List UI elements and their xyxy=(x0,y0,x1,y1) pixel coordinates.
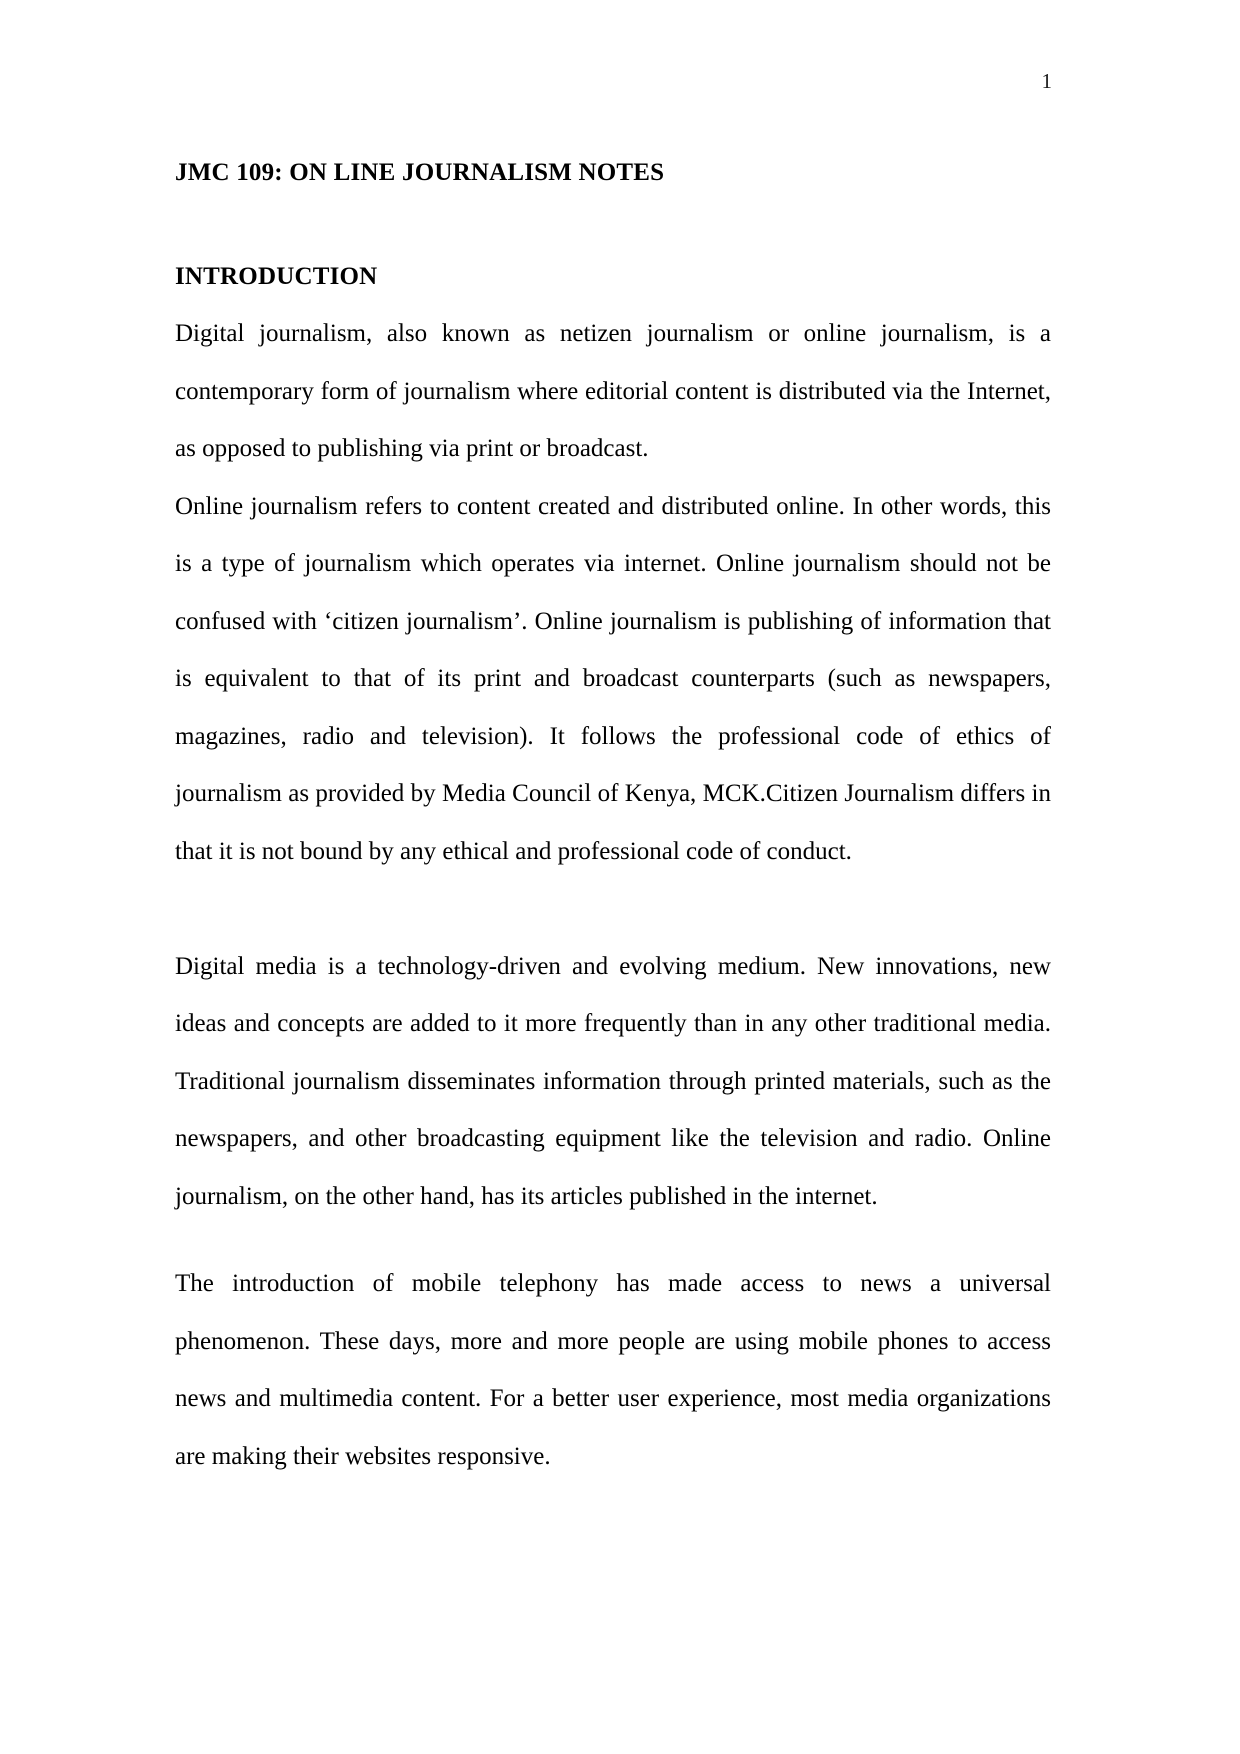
page-number: 1 xyxy=(1041,69,1052,93)
document-title: JMC 109: ON LINE JOURNALISM NOTES xyxy=(175,159,665,186)
paragraph-digital-journalism-definition: Digital journalism, also known as netizen journalism or online journalism, is a contemporary form of journalism where editorial content is distributed via the Internet, as opposed to publishing via print or broadcast. xyxy=(175,320,1051,462)
document-content xyxy=(175,144,1051,1485)
paragraph-online-journalism-vs-citizen: Online journalism refers to content created and distributed online. In other words, this is a type of journalism which operates via internet. Online journalism should not be confused with ‘citizen journalism’. Online journalism is publishing of information that is equivalent to that of its print and broadcast counterparts (such as newspapers, magazines, radio and television). It follows the professional code of ethics of journalism as provided by Media Council of Kenya, MCK.Citizen Journalism differs in that it is not bound by any ethical and professional code of conduct. xyxy=(175,492,1051,865)
paragraph-digital-media-evolving: Digital media is a technology-driven and evolving medium. New innovations, new ideas and concepts are added to it more frequently than in any other traditional media. Traditional journalism disseminates information through printed materials, such as the newspapers, and other broadcasting equipment like the television and radio. Online journalism, on the other hand, has its articles published in the internet. xyxy=(175,952,1051,1210)
paragraph-mobile-telephony: The introduction of mobile telephony has made access to news a universal phenomenon. These days, more and more people are using mobile phones to access news and multimedia content. For a better user experience, most media organizations are making their websites responsive. xyxy=(175,1270,1051,1470)
section-heading-introduction: INTRODUCTION xyxy=(175,262,378,290)
